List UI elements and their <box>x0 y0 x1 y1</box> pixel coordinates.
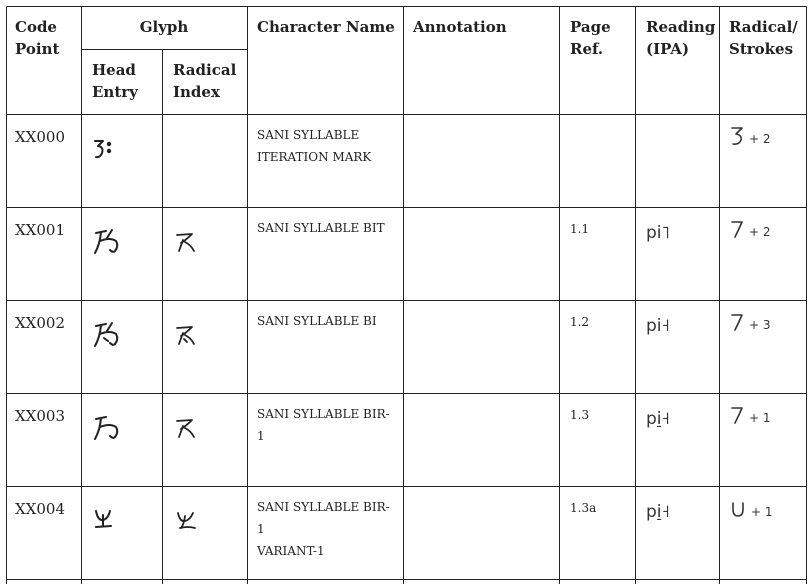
reading-cell: pi˧ <box>646 316 670 336</box>
bir-1-variant-1-radical-glyph <box>174 508 200 534</box>
radical-strokes-cell <box>730 126 771 146</box>
radical-strokes-cell <box>730 499 773 519</box>
stroke-count: + 2 <box>749 132 771 146</box>
page-ref-cell: 1.1 <box>570 222 590 236</box>
character-name-line: SANI SYLLABLE BI <box>257 314 377 328</box>
radical-strokes-cell <box>730 219 771 239</box>
iteration-mark-glyph <box>92 136 116 162</box>
page-ref-cell: 1.3 <box>570 408 590 422</box>
bi-glyph <box>92 319 122 351</box>
stroke-count: + 1 <box>751 505 773 519</box>
character-name-cell <box>257 124 397 168</box>
header-glyph: Glyph <box>139 18 189 36</box>
character-name-line: SANI SYLLABLE BIR-1 <box>257 500 390 536</box>
stroke-count: + 1 <box>749 411 771 425</box>
page-ref-cell: 1.2 <box>570 315 590 329</box>
reading-cell: pi˥ <box>646 223 670 243</box>
bir-1-variant-1-glyph <box>92 507 116 533</box>
radical-7-shape-icon <box>730 312 744 332</box>
code-point-cell: XX004 <box>15 500 65 518</box>
character-name-line: SANI SYLLABLE <box>257 128 360 142</box>
bi-radical-glyph <box>174 323 198 349</box>
character-name-line: SANI SYLLABLE BIT <box>257 221 385 235</box>
character-name-cell <box>257 403 397 447</box>
header-code-point: Code Point <box>15 18 60 58</box>
character-name-line: SANI SYLLABLE BIR-1 <box>257 407 390 443</box>
radical-7-shape-icon <box>730 405 744 425</box>
reading-cell: pi̠˧ <box>646 502 670 522</box>
character-name-cell <box>257 496 397 562</box>
header-head-entry: Head Entry <box>92 61 138 101</box>
bir-1-glyph <box>92 412 122 444</box>
reading-cell: pi̠˧ <box>646 409 670 429</box>
header-reading: Reading (IPA) <box>646 18 716 58</box>
radical-3-shape-icon <box>730 126 744 146</box>
radical-strokes-cell <box>730 312 771 332</box>
character-name-line: VARIANT-1 <box>257 544 325 558</box>
radical-7-shape-icon <box>730 219 744 239</box>
bit-glyph <box>92 226 122 258</box>
bit-radical-glyph <box>174 230 198 256</box>
code-point-cell: XX001 <box>15 221 65 239</box>
header-character-name: Character Name <box>257 18 395 36</box>
header-radical-strokes: Radical/ Strokes <box>729 18 798 58</box>
code-point-cell: XX002 <box>15 314 65 332</box>
radical-cup-shape-icon <box>730 499 746 519</box>
stroke-count: + 3 <box>749 318 771 332</box>
code-point-cell: XX000 <box>15 128 65 146</box>
code-point-cell: XX003 <box>15 407 65 425</box>
radical-strokes-cell <box>730 405 771 425</box>
character-name-line: ITERATION MARK <box>257 150 372 164</box>
page-ref-cell: 1.3a <box>570 501 597 515</box>
character-name-cell <box>257 310 397 332</box>
header-annotation: Annotation <box>413 18 507 36</box>
header-radical-index: Radical Index <box>173 61 237 101</box>
character-name-cell <box>257 217 397 239</box>
bir-1-radical-glyph <box>174 416 198 442</box>
header-page-ref: Page Ref. <box>570 18 611 58</box>
stroke-count: + 2 <box>749 225 771 239</box>
